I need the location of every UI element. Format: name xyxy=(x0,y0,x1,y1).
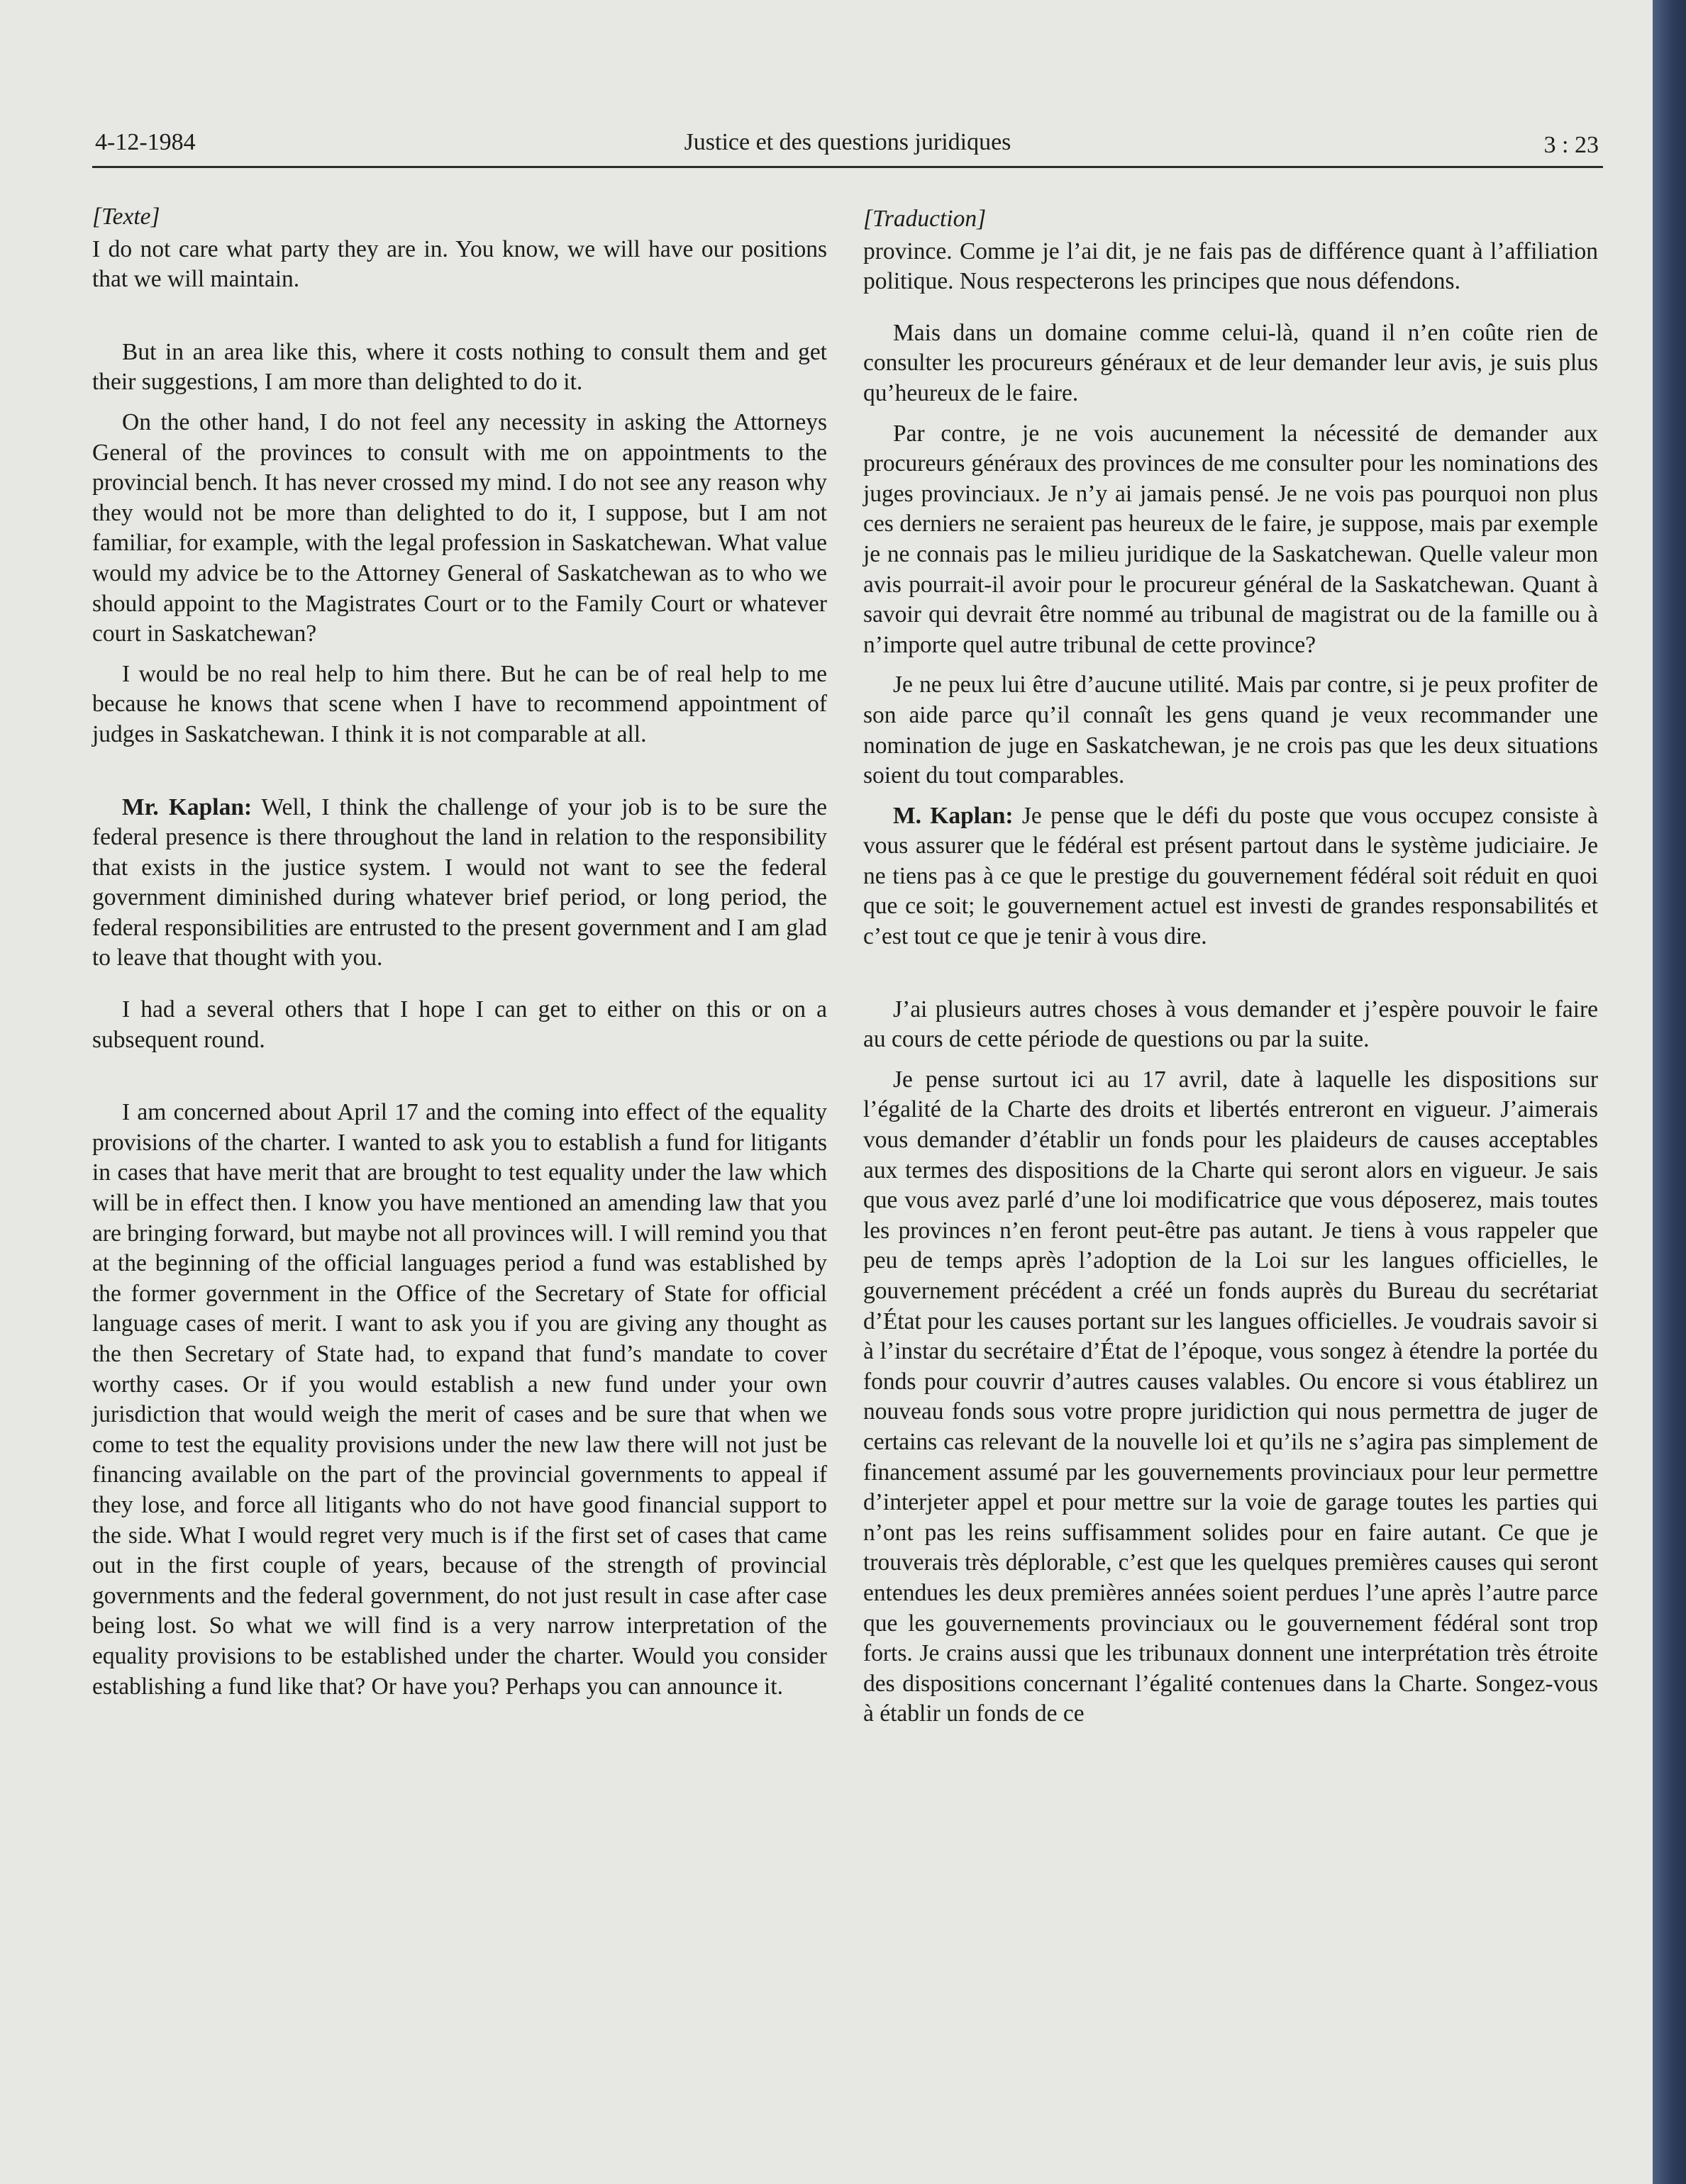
header-page-number: 3 : 23 xyxy=(1543,132,1599,158)
paragraph: But in an area like this, where it costs nothing to consult them and get their suggestions, I am more than delighted to do it. xyxy=(92,338,827,396)
column-label-traduction: [Traduction] xyxy=(863,206,987,232)
page-header xyxy=(92,129,1603,168)
speaker-paragraph: M. Kaplan: Je pense que le défi du poste que vous occupez consiste à vous assurer que le fédéral est présent partout dans le système judiciaire. Je ne tiens pas à ce que le prestige du gouvernement fédéral soit réduit en quoi que ce soit; le gouvernement actuel est investi de grandes responsabilités et c’est tout ce que je tenir à vous dire. xyxy=(863,802,1599,950)
speaker-name: M. Kaplan: xyxy=(893,802,1014,829)
column-label-texte: [Texte] xyxy=(92,204,160,230)
speaker-paragraph: Mr. Kaplan: Well, I think the challenge of your job is to be sure the federal presence is there throughout the land in relation to the responsibility that exists in the justice system. I would not want to see the federal government diminished during whatever brief period, or long period, the federal responsibilities are entrusted to the present government and I am glad to leave that thought with you. xyxy=(92,793,827,971)
paragraph: I would be no real help to him there. But he can be of real help to me because he knows that scene when I have to recommend appointment of judges in Saskatchewan. I think it is not comparable at all. xyxy=(92,660,827,747)
paragraph: On the other hand, I do not feel any necessity in asking the Attorneys General of the provinces to consult with me on appointments to the provincial bench. It has never crossed my mind. I do not see any reason why they would not be more than delighted to do it, I suppose, but I am not familiar, for example, with the legal profession in Saskatchewan. What value would my advice be to the Attorney General of Saskatchewan as to who we should appoint to the Magistrates Court or to the Family Court or whatever court in Saskatchewan? xyxy=(92,408,827,647)
speaker-name: Mr. Kaplan: xyxy=(122,793,253,820)
left-column-english xyxy=(92,202,827,1702)
binder-spine xyxy=(1653,0,1686,2184)
header-title: Justice et des questions juridiques xyxy=(684,129,1011,155)
header-date: 4-12-1984 xyxy=(95,129,196,155)
paragraph: J’ai plusieurs autres choses à vous demander et j’espère pouvoir le faire au cours de cette période de questions ou par la suite. xyxy=(863,996,1598,1053)
paragraph: province. Comme je l’ai dit, je ne fais pas de différence quant à l’affiliation politique. Nous respecterons les principes que nous défendons. xyxy=(863,238,1598,295)
paragraph: Je pense surtout ici au 17 avril, date à laquelle les dispositions sur l’égalité de la Charte des droits et libertés entreront en vigueur. J’aimerais vous demander d’établir un fonds pour les plaideurs de causes acceptables aux termes des dispositions de la Charte qui seront alors en vigueur. Je sais que vous avez parlé d’une loi modificatrice que vous déposerez, mais toutes les provinces n’en feront peut-être pas autant. Je tiens à vous rappeler que peu de temps après l’adoption de la Loi sur les langues officielles, le gouvernement précédent a créé un fonds auprès du Bureau du secrétariat d’État pour les causes portant sur les langues officielles. Je voudrais savoir si à l’instar du secrétaire d’État de l’époque, vous songez à étendre la portée du fonds pour couvrir d’autres causes valables. Ou encore si vous établirez un nouveau fonds sous votre propre juridiction qui nous permettra de juger de certains cas relevant de la nouvelle loi et qu’ils ne s’agira pas simplement de financement assumé par les gouvernements provinciaux pour leur permettre d’interjeter appel et pour mettre sur la voie de garage toutes les parties qui n’ont pas les reins suffisamment solides pour en faire autant. Ce que je trouverais très déplorable, c’est que les quelques premières causes qui seront entendues les deux premières années soient perdues l’une après l’autre parce que les gouvernements provinciaux ou le gouvernement fédéral sont trop forts. Je crains aussi que les tribunaux donnent une interprétation très étroite des dispositions concernant l’égalité contenues dans la Charte. Songez-vous à établir un fonds de ce xyxy=(863,1066,1598,1727)
paragraph: I am concerned about April 17 and the coming into effect of the equality provisions of the charter. I wanted to ask you to establish a fund for litigants in cases that have merit that are brought to test equality under the law which will be in effect then. I know you have mentioned an amending law that you are bringing forward, but maybe not all provinces will. I will remind you that at the beginning of the official languages period a fund was established by the former government in the Office of the Secretary of State for official language cases of merit. I want to ask you if you are giving any thought as the then Secretary of State had, to expand that fund’s mandate to cover worthy cases. Or if you would establish a new fund under your own jurisdiction that would weigh the merit of cases and be sure that when we come to test the equality provisions under the new law there will not just be financing available on the part of the provincial governments to appeal if they lose, and force all litigants who do not have good financial support to the side. What I would regret very much is if the first set of cases that came out in the first couple of years, because of the strength of provincial governments and the federal government, do not just result in case after case being lost. So what we will find is a very narrow interpretation of the equality provisions to be established under the charter. Would you consider establishing a fund like that? Or have you? Perhaps you can announce it. xyxy=(92,1099,827,1700)
paragraph: Mais dans un domaine comme celui-là, quand il n’en coûte rien de consulter les procureurs généraux et de leur demander leur avis, je suis plus qu’heureux de le faire. xyxy=(863,319,1598,406)
paragraph: Par contre, je ne vois aucunement la nécessité de demander aux procureurs généraux des provinces de me consulter pour les nominations des juges provinciaux. Je n’y ai jamais pensé. Je ne vois pas pourquoi non plus ces derniers ne seraient pas heureux de le faire, je suppose, mais par exemple je ne connais pas le milieu juridique de la Saskatchewan. Quelle valeur mon avis pourrait-il avoir pour le procureur général de la Saskatchewan. Quant à savoir qui devrait être nommé au tribunal de magistrat ou de la famille ou à n’importe quel autre tribunal de cette province? xyxy=(863,420,1598,658)
paragraph: I do not care what party they are in. You know, we will have our positions that we will maintain. xyxy=(92,235,827,293)
paragraph: I had a several others that I hope I can get to either on this or on a subsequent round. xyxy=(92,996,827,1053)
paragraph: Je ne peux lui être d’aucune utilité. Mais par contre, si je peux profiter de son aide parce qu’il connaît les gens quand je veux recommander une nomination de juge en Saskatchewan, je ne crois pas que les deux situations soient du tout comparables. xyxy=(863,672,1598,789)
right-column-french xyxy=(863,204,1598,1729)
